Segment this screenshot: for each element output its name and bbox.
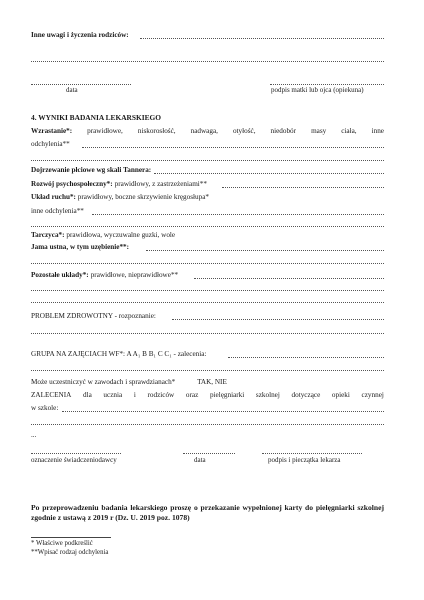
pe-group-fill-2[interactable] — [31, 370, 384, 371]
puberty-fill[interactable] — [154, 173, 384, 174]
recommendations-word: pielęgniarki — [209, 391, 245, 399]
thyroid-label: Tarczyca*: — [31, 231, 65, 239]
parent-notes-label: Inne uwagi i życzenia rodziców: — [31, 31, 129, 39]
footnote: **Wpisać rodzaj odchylenia — [31, 549, 109, 556]
recommendations-word: czynnej — [361, 391, 384, 399]
date-fill[interactable] — [31, 84, 131, 85]
motor-label: Układ ruchu*: — [31, 193, 76, 201]
exam-date-label: data — [194, 456, 206, 464]
other-systems-options[interactable]: prawidłowe, nieprawidłowe** — [90, 271, 179, 279]
motor-fill-2[interactable] — [31, 226, 384, 227]
other-systems-fill-2[interactable] — [31, 290, 384, 291]
health-problem-label: PROBLEM ZDROWOTNY - rozpoznanie: — [31, 312, 156, 320]
section-heading: 4. WYNIKI BADANIA LEKARSKIEGO — [31, 113, 162, 122]
recommendations-row — [31, 391, 384, 400]
provider-fill[interactable] — [31, 453, 121, 454]
recommendations-word: rodziców — [147, 391, 175, 399]
recommendations-word: ucznia — [103, 391, 123, 399]
growth-option[interactable]: nadwaga, — [190, 127, 218, 135]
provider-label: oznaczenie świadczeniodawcy — [31, 456, 117, 464]
growth-option[interactable]: ciała, — [341, 127, 357, 135]
psycho-options[interactable]: prawidłowy, z zastrzeżeniami** — [114, 180, 207, 188]
recommendations-continuation: w szkole: — [31, 404, 59, 412]
growth-continuation: odchylenia** — [31, 140, 70, 148]
pe-group-label[interactable]: GRUPA NA ZAJĘCIACH WF*: A A₁ B B₁ C C₁ - zalecenia: — [31, 350, 207, 358]
parent-signature-label: podpis matki lub ojca (opiekuna) — [271, 86, 364, 94]
exam-date-fill[interactable] — [183, 453, 235, 454]
psycho-label: Rozwój psychospołeczny*: — [31, 180, 113, 188]
doctor-signature-label: podpis i pieczątka lekarza — [268, 456, 341, 464]
growth-fill-2[interactable] — [31, 160, 384, 161]
recommendations-word: oraz — [185, 391, 199, 399]
health-problem-fill-2[interactable] — [31, 333, 384, 334]
recommendations-word: szkolnej — [255, 391, 280, 399]
thyroid-row — [31, 231, 384, 240]
pe-group-fill[interactable] — [228, 357, 384, 358]
growth-option[interactable]: inne — [371, 127, 384, 135]
recommendations-fill[interactable] — [62, 411, 384, 412]
growth-label: Wzrastanie*: — [31, 127, 73, 135]
growth-option[interactable]: prawidłowe, — [87, 127, 123, 135]
puberty-label: Dojrzewanie płciowe wg skali Tannera: — [31, 166, 152, 174]
growth-option[interactable]: niedobór — [270, 127, 297, 135]
parent-notes-fill-2[interactable] — [31, 61, 384, 62]
growth-option[interactable]: masy — [311, 127, 327, 135]
psycho-fill[interactable] — [222, 187, 384, 188]
recommendations-word: i — [133, 391, 136, 399]
growth-option[interactable]: niskorosłość, — [137, 127, 176, 135]
recommendations-word: opieki — [331, 391, 350, 399]
mouth-label: Jama ustna, w tym uzębienie**: — [31, 243, 130, 251]
health-problem-fill[interactable] — [172, 319, 384, 320]
sports-options[interactable]: TAK, NIE — [197, 378, 227, 386]
motor-options[interactable]: prawidłowy, boczne skrzywienie kręgosłupa* — [77, 193, 209, 201]
other-systems-fill[interactable] — [194, 278, 384, 279]
motor-continuation: inne odchylenia** — [31, 207, 84, 215]
final-note: Po przeprowadzeniu badania lekarskiego proszę o przekazanie wypełnionej karty do pielęgniarki szkolnej zgodnie z ustawą z 2019 r (Dz. U. 2019 poz. 1078) — [31, 503, 384, 522]
growth-option[interactable]: otyłość, — [232, 127, 256, 135]
growth-fill[interactable] — [82, 147, 384, 148]
growth-row — [31, 127, 384, 136]
sports-label: Może uczestniczyć w zawodach i sprawdzianach* — [31, 378, 176, 386]
other-systems-fill-3[interactable] — [31, 302, 384, 303]
recommendations-word: ZALECENIA — [31, 391, 72, 399]
mouth-fill-2[interactable] — [31, 263, 384, 264]
motor-row — [31, 193, 384, 202]
footnote: * Właściwe podkreślić — [31, 540, 93, 547]
doctor-signature-fill[interactable] — [262, 453, 362, 454]
parent-notes-fill[interactable] — [140, 38, 384, 39]
ellipsis: ... — [31, 431, 37, 439]
recommendations-word: dla — [82, 391, 92, 399]
thyroid-options[interactable]: prawidłowa, wyczuwalne guzki, wole — [66, 231, 176, 239]
sports-row — [31, 378, 384, 387]
date-label: data — [66, 86, 78, 94]
parent-signature-fill[interactable] — [270, 84, 384, 85]
recommendations-word: dotyczące — [291, 391, 321, 399]
mouth-fill[interactable] — [146, 250, 384, 251]
footnote-divider — [31, 537, 111, 538]
motor-fill[interactable] — [92, 214, 384, 215]
recommendations-fill-2[interactable] — [31, 424, 384, 425]
other-systems-label: Pozostałe układy*: — [31, 271, 89, 279]
